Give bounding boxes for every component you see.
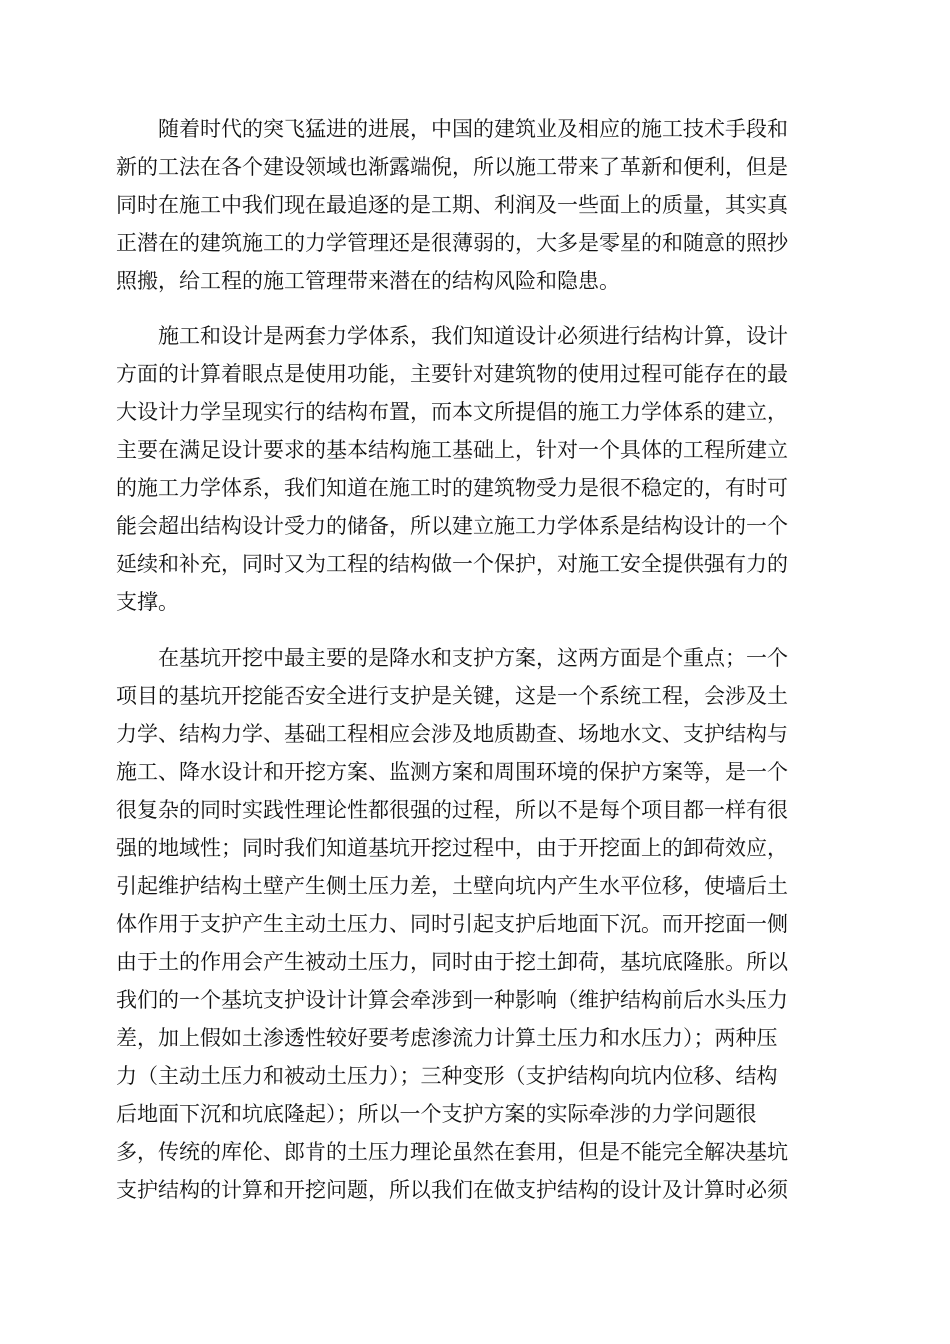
paragraph-2-line-5: 的施工力学体系，我们知道在施工时的建筑物受力是很不稳定的，有时可: [116, 476, 788, 500]
paragraph-3-line-1: 在基坑开挖中最主要的是降水和支护方案，这两方面是个重点；一个: [158, 646, 788, 670]
paragraph-3-line-11: 差，加上假如土渗透性较好要考虑渗流力计算土压力和水压力）；两种压: [116, 1026, 778, 1050]
paragraph-3-line-15: 支护结构的计算和开挖问题，所以我们在做支护结构的设计及计算时必须: [116, 1178, 788, 1202]
paragraph-3-line-6: 强的地域性；同时我们知道基坑开挖过程中，由于开挖面上的卸荷效应，: [116, 836, 788, 860]
paragraph-2-line-4: 主要在满足设计要求的基本结构施工基础上，针对一个具体的工程所建立: [116, 438, 788, 462]
paragraph-3-line-2: 项目的基坑开挖能否安全进行支护是关键，这是一个系统工程，会涉及土: [116, 684, 788, 708]
paragraph-3-line-8: 体作用于支护产生主动土压力、同时引起支护后地面下沉。而开挖面一侧: [116, 912, 788, 936]
paragraph-1-line-4: 正潜在的建筑施工的力学管理还是很薄弱的，大多是零星的和随意的照抄: [116, 231, 788, 255]
paragraph-3-line-3: 力学、结构力学、基础工程相应会涉及地质勘查、场地水文、支护结构与: [116, 722, 788, 746]
paragraph-1-line-3: 同时在施工中我们现在最追逐的是工期、利润及一些面上的质量，其实真: [116, 193, 788, 217]
paragraph-2-line-2: 方面的计算着眼点是使用功能，主要针对建筑物的使用过程可能存在的最: [116, 362, 788, 386]
paragraph-2-line-8: 支撑。: [116, 590, 179, 614]
paragraph-2-line-1: 施工和设计是两套力学体系，我们知道设计必须进行结构计算，设计: [158, 324, 788, 348]
paragraph-1-line-1: 随着时代的突飞猛进的进展，中国的建筑业及相应的施工技术手段和: [158, 117, 788, 141]
paragraph-3-line-13: 后地面下沉和坑底隆起）；所以一个支护方案的实际牵涉的力学问题很: [116, 1102, 757, 1126]
paragraph-3-line-7: 引起维护结构土壁产生侧土压力差，土壁向坑内产生水平位移，使墙后土: [116, 874, 788, 898]
paragraph-3-line-9: 由于土的作用会产生被动土压力，同时由于挖土卸荷，基坑底隆胀。所以: [116, 950, 788, 974]
paragraph-2-line-7: 延续和补充，同时又为工程的结构做一个保护，对施工安全提供强有力的: [116, 552, 788, 576]
paragraph-3-line-4: 施工、降水设计和开挖方案、监测方案和周围环境的保护方案等，是一个: [116, 760, 788, 784]
paragraph-1-line-5: 照搬，给工程的施工管理带来潜在的结构风险和隐患。: [116, 269, 620, 293]
paragraph-2-line-3: 大设计力学呈现实行的结构布置，而本文所提倡的施工力学体系的建立，: [116, 400, 788, 424]
paragraph-3-line-5: 很复杂的同时实践性理论性都很强的过程，所以不是每个项目都一样有很: [116, 798, 788, 822]
paragraph-3-line-12: 力（主动土压力和被动土压力）；三种变形（支护结构向坑内位移、结构: [116, 1064, 778, 1088]
paragraph-3-line-14: 多，传统的库伦、郎肯的土压力理论虽然在套用，但是不能完全解决基坑: [116, 1140, 788, 1164]
paragraph-2-line-6: 能会超出结构设计受力的储备，所以建立施工力学体系是结构设计的一个: [116, 514, 788, 538]
paragraph-3-line-10: 我们的一个基坑支护设计计算会牵涉到一种影响（维护结构前后水头压力: [116, 988, 788, 1012]
paragraph-1-line-2: 新的工法在各个建设领域也渐露端倪，所以施工带来了革新和便利，但是: [116, 155, 788, 179]
